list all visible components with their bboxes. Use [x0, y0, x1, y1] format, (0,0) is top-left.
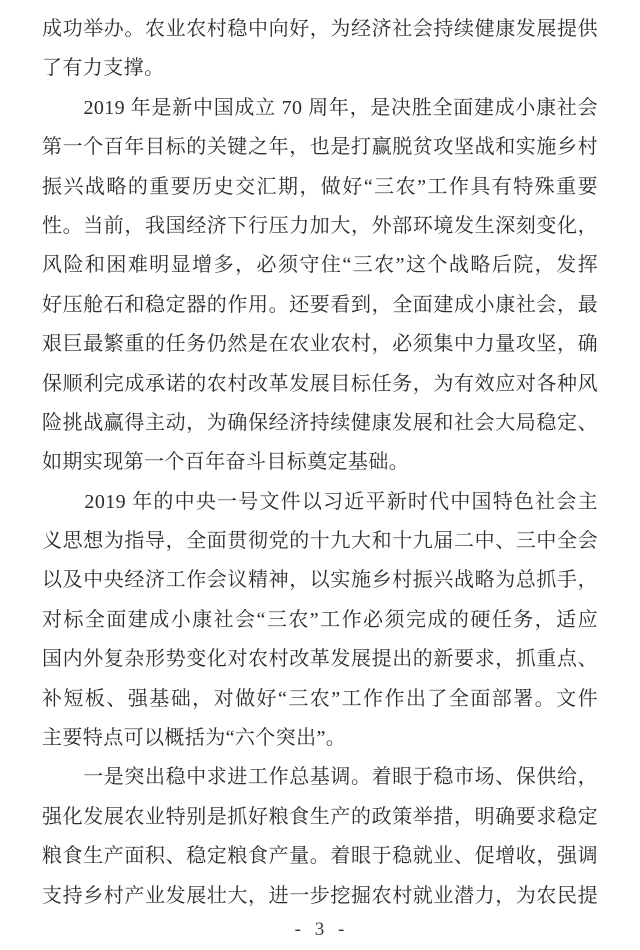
- text-line: 风险和困难明显增多，必须守住“三农”这个战略后院，发挥: [42, 254, 598, 277]
- text-line: 国内外复杂形势变化对农村改革发展提出的新要求，抓重点、: [42, 648, 598, 671]
- text-line: 一是突出稳中求进工作总基调。着眼于稳市场、保供给，: [42, 766, 598, 789]
- text-line: 支持乡村产业发展壮大，进一步挖掘农村就业潜力，为农民提: [42, 884, 598, 907]
- text-line: 主要特点可以概括为“六个突出”。: [42, 727, 347, 750]
- text-line: 险挑战赢得主动，为确保经济持续健康发展和社会大局稳定、: [42, 411, 598, 434]
- text-line: 补短板、强基础，对做好“三农”工作作出了全面部署。文件: [42, 687, 598, 710]
- text-line: 义思想为指导，全面贯彻党的十九大和十九届二中、三中全会: [42, 530, 598, 553]
- page-number: - 3 -: [294, 918, 346, 940]
- text-line: 2019 年的中央一号文件以习近平新时代中国特色社会主: [42, 490, 598, 513]
- text-line: 艰巨最繁重的任务仍然是在农业农村，必须集中力量攻坚，确: [42, 333, 598, 356]
- text-line: 成功举办。农业农村稳中向好，为经济社会持续健康发展提供: [42, 18, 598, 40]
- text-line: 保顺利完成承诺的农村改革发展目标任务，为有效应对各种风: [42, 372, 598, 395]
- text-line: 第一个百年目标的关键之年，也是打赢脱贫攻坚战和实施乡村: [42, 136, 598, 159]
- text-line: 强化发展农业特别是抓好粮食生产的政策举措，明确要求稳定: [42, 805, 598, 828]
- text-line: 以及中央经济工作会议精神，以实施乡村振兴战略为总抓手，: [42, 569, 598, 592]
- text-line: 振兴战略的重要历史交汇期，做好“三农”工作具有特殊重要: [42, 175, 598, 198]
- text-line: 对标全面建成小康社会“三农”工作必须完成的硬任务，适应: [42, 608, 598, 631]
- text-line: 好压舱石和稳定器的作用。还要看到，全面建成小康社会，最: [42, 293, 598, 316]
- text-line: 粮食生产面积、稳定粮食产量。着眼于稳就业、促增收，强调: [42, 845, 598, 868]
- text-line: 2019 年是新中国成立 70 周年，是决胜全面建成小康社会: [42, 96, 598, 119]
- text-line: 了有力支撑。: [42, 57, 165, 80]
- text-line: 如期实现第一个百年奋斗目标奠定基础。: [42, 451, 410, 474]
- text-line: 性。当前，我国经济下行压力加大，外部环境发生深刻变化，: [42, 214, 598, 237]
